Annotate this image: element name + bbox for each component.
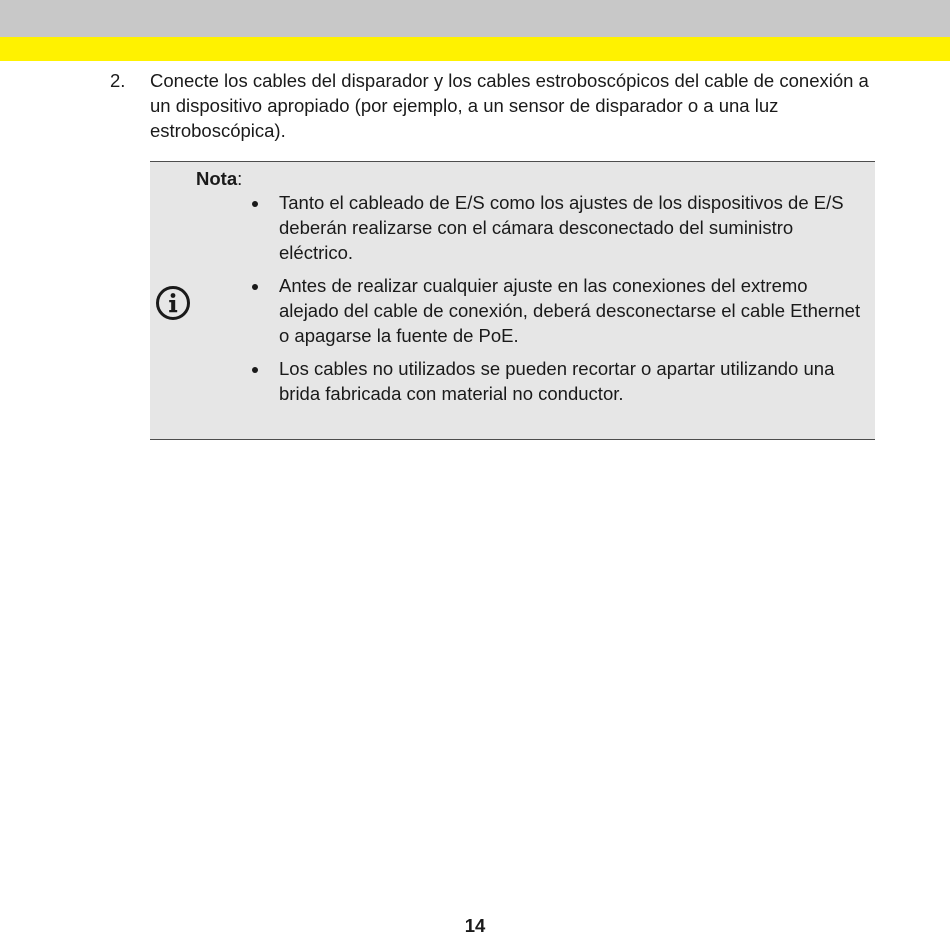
bullet-dot-icon	[252, 201, 258, 207]
note-label-colon: :	[237, 168, 243, 189]
header-gray-bar	[0, 0, 950, 37]
step-text: Conecte los cables del disparador y los cables estroboscópicos del cable de conexión a un dispositivo apropiado (por ejemplo, a un sensor de disparador o a una luz estroboscópica).	[150, 70, 869, 141]
note-label-text: Nota	[196, 168, 238, 189]
header-yellow-bar	[0, 37, 950, 61]
bullet-dot-icon	[252, 367, 258, 373]
note-bullet-item	[249, 356, 864, 406]
note-bullet-item	[249, 273, 864, 348]
step-number: 2.	[110, 70, 126, 91]
note-bullet-item	[249, 190, 864, 265]
note-bullet-text: Antes de realizar cualquier ajuste en las conexiones del extremo alejado del cable de conexión, deberá desconectarse el cable Ethernet o apagarse la fuente de PoE.	[279, 275, 861, 346]
note-bullet-text: Los cables no utilizados se pueden recortar o apartar utilizando una brida fabricada con material no conductor.	[279, 358, 835, 404]
info-circle-icon	[155, 285, 191, 321]
note-label	[196, 166, 242, 191]
note-bullet-text: Tanto el cableado de E/S como los ajustes de los dispositivos de E/S deberán realizarse con el cámara desconectado del suministro eléctrico.	[279, 192, 844, 263]
bullet-dot-icon	[252, 284, 258, 290]
note-bullet-list	[249, 190, 864, 414]
page-number: 14	[464, 915, 486, 936]
